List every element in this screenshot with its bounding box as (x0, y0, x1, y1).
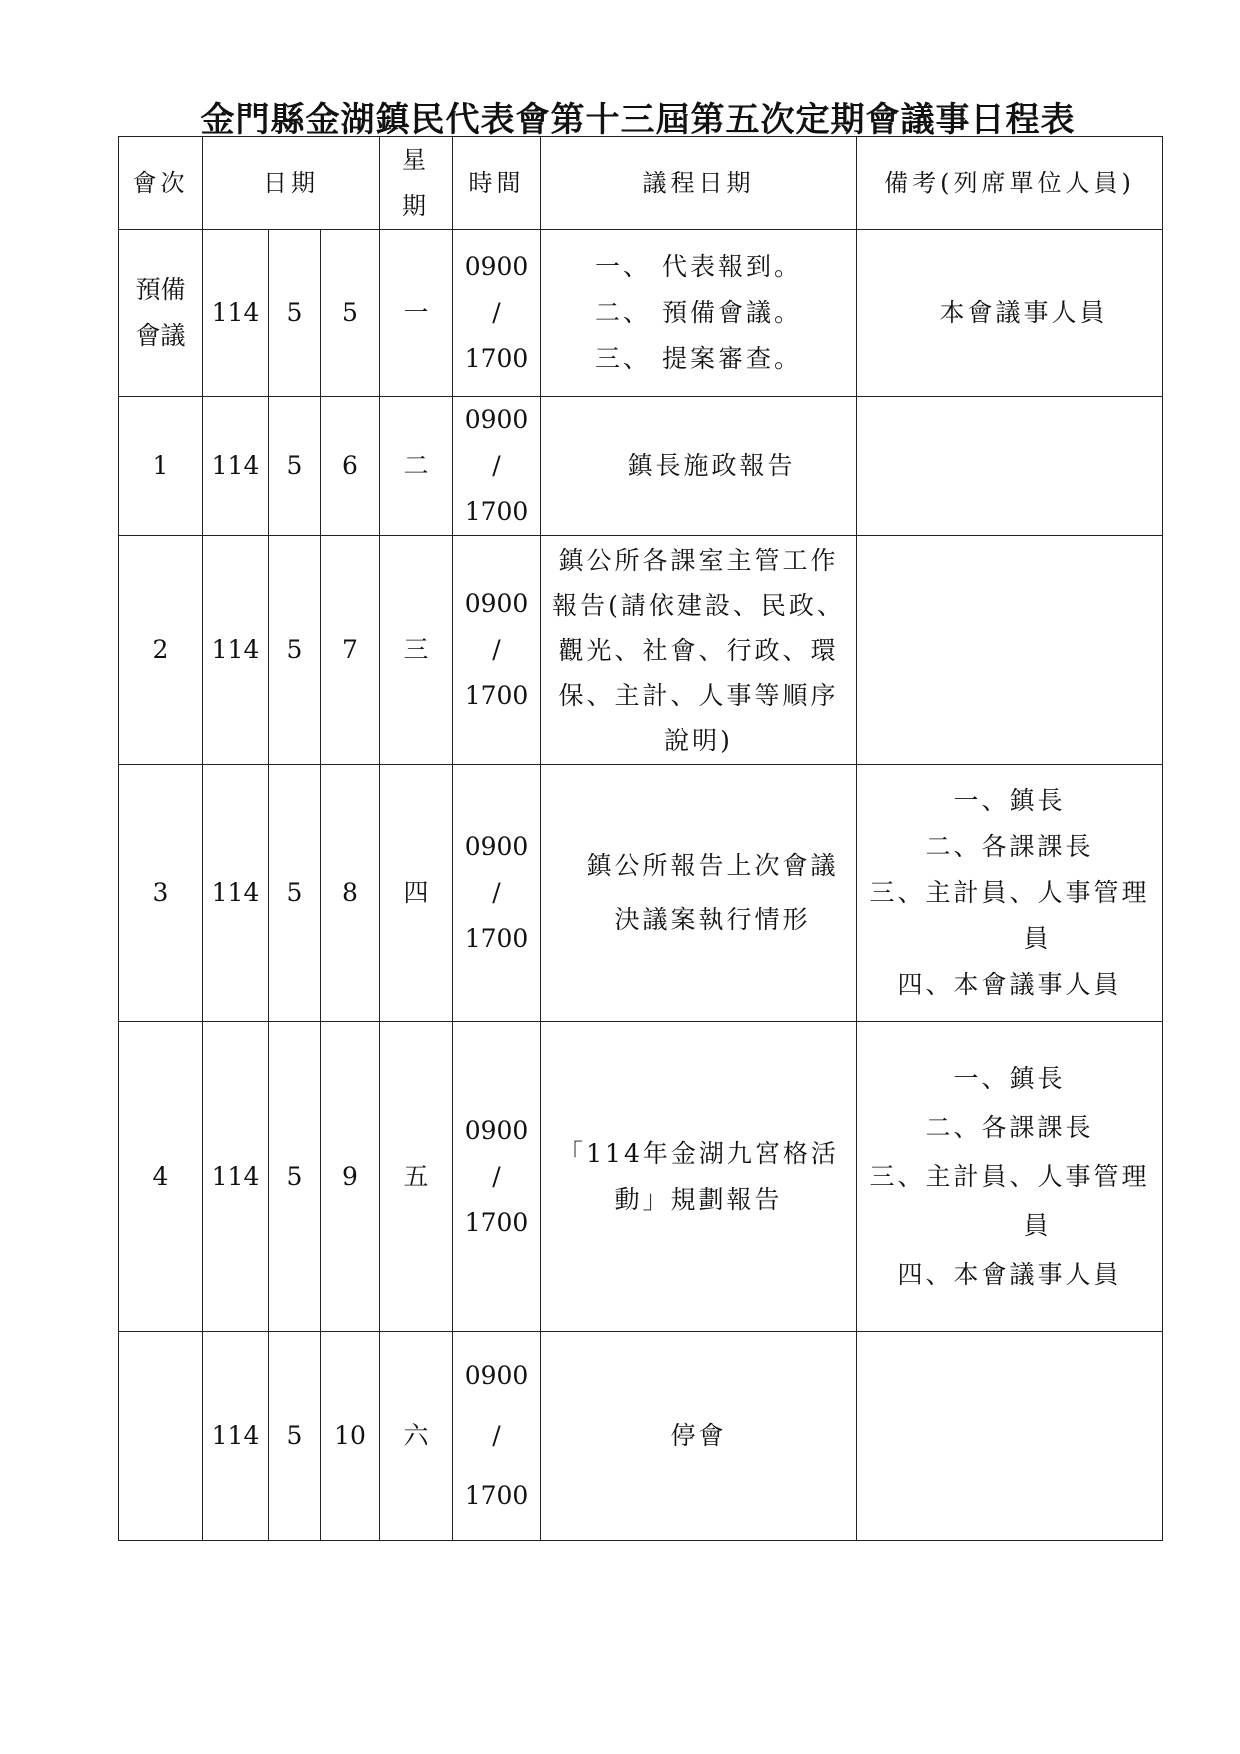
session-cell (119, 230, 203, 397)
session-cell: 4 (119, 1022, 203, 1332)
header-notes: 備考(列席單位人員) (857, 137, 1163, 230)
time-line: / (492, 878, 501, 907)
weekday-cell: 六 (380, 1332, 453, 1541)
session-cell: 1 (119, 397, 203, 536)
year-cell: 114 (203, 765, 269, 1022)
agenda-line: 「114年金湖九宮格活 (558, 1138, 839, 1168)
day-cell: 5 (321, 230, 380, 397)
table-header-row (119, 137, 1163, 230)
time-line: / (492, 635, 501, 664)
month-cell: 5 (269, 765, 321, 1022)
table-row (119, 765, 1163, 1022)
agenda-line: 決議案執行情形 (614, 905, 811, 934)
time-cell (453, 765, 541, 1022)
notes-cell (857, 536, 1163, 765)
notes-line: 一、鎮長 (953, 786, 1066, 815)
month-cell: 5 (269, 1332, 321, 1541)
time-line: 0900 (464, 1361, 529, 1390)
header-weekday (380, 137, 453, 230)
time-cell (453, 1332, 541, 1541)
time-line: / (492, 451, 501, 480)
time-line: 1700 (464, 344, 529, 373)
notes-cell (857, 397, 1163, 536)
session-line: 會議 (135, 321, 186, 350)
header-session: 會次 (119, 137, 203, 230)
agenda-cell (541, 1332, 857, 1541)
header-weekday-line: 期 (402, 192, 430, 220)
time-line: 0900 (464, 1115, 529, 1145)
notes-line: 三、主計員、人事管理 (869, 878, 1150, 907)
header-agenda: 議程日期 (541, 137, 857, 230)
agenda-line: 保、主計、人事等順序 (558, 680, 839, 710)
notes-line: 本會議事人員 (939, 298, 1108, 327)
table-row (119, 536, 1163, 765)
day-cell: 7 (321, 536, 380, 765)
notes-line: 四、本會議事人員 (897, 970, 1122, 999)
agenda-line: 鎮公所各課室主管工作 (558, 545, 839, 575)
page-title: 金門縣金湖鎮民代表會第十三屆第五次定期會議事日程表 (200, 100, 1076, 140)
notes-line: 二、各課課長 (925, 832, 1094, 861)
notes-cell (857, 230, 1163, 397)
time-line: / (492, 1421, 501, 1450)
time-line: 0900 (464, 589, 529, 618)
time-cell (453, 397, 541, 536)
time-line: 1700 (464, 924, 529, 953)
month-cell: 5 (269, 536, 321, 765)
agenda-line: 說明) (664, 725, 733, 755)
agenda-cell (541, 536, 857, 765)
agenda-line: 一、 代表報到。 (595, 252, 802, 281)
schedule-table (118, 136, 1163, 1541)
notes-line: 員 (1023, 1211, 1052, 1240)
weekday-cell: 五 (380, 1022, 453, 1332)
time-cell (453, 536, 541, 765)
year-cell: 114 (203, 1332, 269, 1541)
notes-line: 一、鎮長 (953, 1064, 1066, 1093)
agenda-line: 觀光、社會、行政、環 (558, 635, 839, 665)
table-row (119, 1332, 1163, 1541)
notes-line: 四、本會議事人員 (897, 1260, 1122, 1289)
weekday-cell: 三 (380, 536, 453, 765)
notes-cell (857, 1332, 1163, 1541)
time-line: 0900 (464, 405, 529, 434)
notes-cell (857, 1022, 1163, 1332)
time-line: 1700 (464, 1481, 529, 1510)
time-cell (453, 1022, 541, 1332)
agenda-line: 報告(請依建設、民政、 (552, 590, 845, 620)
year-cell: 114 (203, 230, 269, 397)
time-line: 1700 (464, 681, 529, 710)
agenda-line: 二、 預備會議。 (595, 298, 802, 327)
day-cell: 9 (321, 1022, 380, 1332)
time-line: 0900 (464, 832, 529, 861)
agenda-cell (541, 230, 857, 397)
notes-line: 員 (1023, 924, 1052, 953)
agenda-cell (541, 1022, 857, 1332)
weekday-cell: 二 (380, 397, 453, 536)
agenda-line: 鎮公所報告上次會議 (586, 851, 839, 880)
year-cell: 114 (203, 397, 269, 536)
notes-cell (857, 765, 1163, 1022)
notes-line: 二、各課課長 (925, 1113, 1094, 1142)
table-row (119, 397, 1163, 536)
time-line: / (492, 1161, 501, 1191)
weekday-cell: 四 (380, 765, 453, 1022)
day-cell: 6 (321, 397, 380, 536)
time-line: 1700 (464, 1207, 529, 1237)
session-cell: 3 (119, 765, 203, 1022)
year-cell: 114 (203, 536, 269, 765)
time-line: / (492, 298, 501, 327)
day-cell: 10 (321, 1332, 380, 1541)
session-cell (119, 1332, 203, 1541)
header-time: 時間 (453, 137, 541, 230)
agenda-cell (541, 765, 857, 1022)
agenda-line: 鎮長施政報告 (627, 451, 796, 480)
day-cell: 8 (321, 765, 380, 1022)
header-date: 日期 (203, 137, 380, 230)
table-row (119, 230, 1163, 397)
agenda-line: 停會 (670, 1421, 727, 1450)
agenda-cell (541, 397, 857, 536)
month-cell: 5 (269, 1022, 321, 1332)
table-row (119, 1022, 1163, 1332)
month-cell: 5 (269, 397, 321, 536)
header-weekday-line: 星 (402, 146, 430, 174)
time-line: 0900 (464, 252, 529, 281)
session-cell: 2 (119, 536, 203, 765)
time-cell (453, 230, 541, 397)
weekday-cell: 一 (380, 230, 453, 397)
year-cell: 114 (203, 1022, 269, 1332)
agenda-line: 三、 提案審查。 (595, 344, 802, 373)
time-line: 1700 (464, 497, 529, 526)
notes-line: 三、主計員、人事管理 (869, 1162, 1150, 1191)
month-cell: 5 (269, 230, 321, 397)
session-line: 預備 (135, 275, 186, 304)
agenda-line: 動」規劃報告 (614, 1184, 783, 1214)
